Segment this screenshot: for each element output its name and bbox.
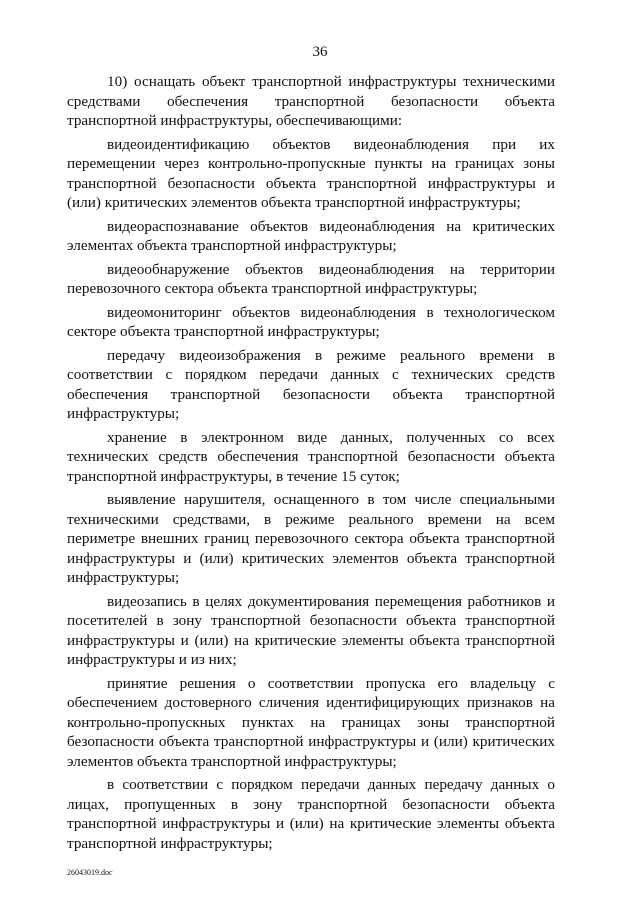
paragraph-video-monitoring: видеомониторинг объектов видеонаблюдения в технологическом секторе объекта транспортной инфраструктуры; [67, 303, 555, 340]
paragraph-item-10: 10) оснащать объект транспортной инфраструктуры техническими средствами обеспечения транспортной безопасности объекта транспортной инфраструктуры, обеспечивающими: [67, 73, 555, 129]
page-number: 36 [312, 44, 328, 60]
paragraph-data-transfer: в соответствии с порядком передачи данных передачу данных о лицах, пропущенных в зону транспортной безопасности объекта транспортной инфраструктуры и (или) на критические элементы объекта транспортной инфраструктуры; [67, 776, 555, 852]
document-file-code: 26043019.doc [67, 868, 113, 877]
paragraph-intruder-detection: выявление нарушителя, оснащенного в том числе специальными техническими средствами, в режиме реального времени на всем периметре внешних границ перевозочного сектора объекта транспортной инфраструктуры и (или) критических элементов объекта транспортной инфраструктуры; [67, 491, 555, 586]
paragraph-pass-verification: принятие решения о соответствии пропуска его владельцу с обеспечением достоверного сличения идентифицирующих признаков на контрольно-пропускных пунктах на границах зоны транспортной безопасности объекта транспортной инфраструктуры и (или) критических элементов объекта транспортной инфраструктуры; [67, 674, 555, 770]
paragraph-video-recognition: видеораспознавание объектов видеонаблюдения на критических элементах объекта транспортной инфраструктуры; [67, 217, 555, 254]
paragraph-video-recording: видеозапись в целях документирования перемещения работников и посетителей в зону транспортной безопасности объекта транспортной инфраструктуры и (или) на критические элементы объекта транспортной инфраструктуры и из них; [67, 592, 555, 668]
paragraph-data-storage: хранение в электронном виде данных, полученных со всех технических средств обеспечения транспортной безопасности объекта транспортной инфраструктуры, в течение 15 суток; [67, 428, 555, 485]
paragraph-video-transmission: передачу видеоизображения в режиме реального времени в соответствии с порядком передачи данных с технических средств обеспечения транспортной безопасности объекта транспортной инфраструктуры; [67, 346, 555, 422]
paragraph-video-identification: видеоидентификацию объектов видеонаблюдения при их перемещении через контрольно-пропускные пункты на границах зоны транспортной безопасности объекта транспортной инфраструктуры и (или) критических элементов объекта транспортной инфраструктуры; [67, 135, 555, 211]
paragraph-video-detection: видеообнаружение объектов видеонаблюдения на территории перевозочного сектора объекта транспортной инфраструктуры; [67, 260, 555, 297]
document-body [67, 72, 555, 857]
